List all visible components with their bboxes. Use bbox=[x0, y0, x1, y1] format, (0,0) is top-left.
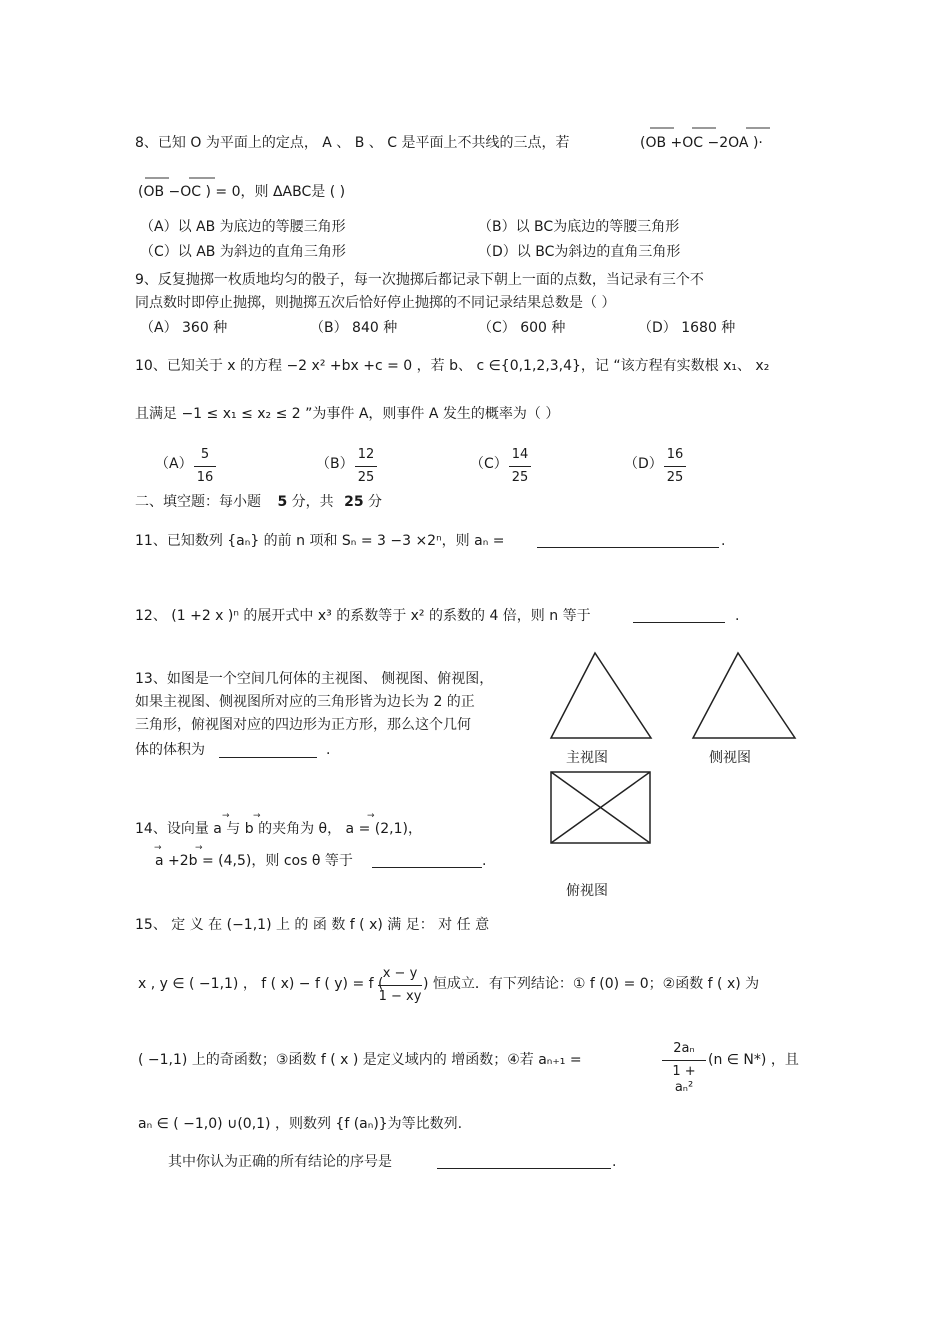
q10-option-c-denominator: 25 bbox=[511, 470, 529, 485]
fraction-bar bbox=[378, 985, 422, 986]
q8-vector-expression: (OB +OC −2OA )· bbox=[640, 135, 763, 151]
q10-line1: 10、已知关于 x 的方程 −2 x² +bx +c = 0 ，若 b、 c ∈{0,1,2,3,4}，记 “该方程有实数根 x₁、 x₂ bbox=[135, 358, 770, 374]
q15-line3-post: (n ∈ N*) ，且 bbox=[708, 1052, 799, 1068]
q9-line2: 同点数时即停止抛掷，则抛掷五次后恰好停止抛掷的不同记录结果总数是（ ） bbox=[135, 295, 616, 311]
q12-text: 12、 (1 +2 x )ⁿ 的展开式中 x³ 的系数等于 x² 的系数的 4 倍，则 n 等于 bbox=[135, 608, 591, 624]
q10-option-d-denominator: 25 bbox=[666, 470, 684, 485]
q14-line1: 14、设向量 a 与 b 的夹角为 θ， a = (2,1)， bbox=[135, 821, 422, 837]
q10-option-b-numerator: 12 bbox=[357, 447, 375, 462]
q15-fraction-1-denominator: 1 − xy bbox=[378, 989, 422, 1004]
q9-line1: 9、反复抛掷一枚质地均匀的骰子，每一次抛掷后都记录下朝上一面的点数，当记录有三个不 bbox=[135, 272, 704, 288]
q13-end: . bbox=[326, 742, 331, 758]
q13-line2: 如果主视图、侧视图所对应的三角形皆为边长为 2 的正 bbox=[135, 694, 475, 710]
q15-answer-blank[interactable] bbox=[437, 1168, 611, 1169]
fraction-bar bbox=[664, 466, 686, 467]
q9-option-b: （B） 840 种 bbox=[310, 320, 398, 336]
side-view-caption: 侧视图 bbox=[709, 750, 751, 766]
q15-end: . bbox=[612, 1154, 617, 1170]
q12-end: . bbox=[735, 608, 740, 624]
q15-line2-pre: x , y ∈ ( −1,1) ， f ( x) − f ( y) = f ( bbox=[138, 976, 384, 992]
q9-option-a: （A） 360 种 bbox=[140, 320, 228, 336]
q15-line3-pre: ( −1,1) 上的奇函数；③函数 f ( x ) 是定义域内的 增函数；④若 aₙ₊₁ = bbox=[138, 1052, 582, 1068]
q10-option-d-numerator: 16 bbox=[666, 447, 684, 462]
q10-option-c-numerator: 14 bbox=[511, 447, 529, 462]
q8-option-b: （B）以 BC为底边的等腰三角形 bbox=[478, 219, 680, 235]
q8-vector-arrows-2 bbox=[143, 172, 233, 182]
svg-text:→: → bbox=[253, 811, 261, 820]
q10-option-b-denominator: 25 bbox=[357, 470, 375, 485]
q14-vector-arrows-2 bbox=[152, 842, 212, 852]
q15-fraction-2-denominator: 1 + aₙ² bbox=[672, 1064, 696, 1095]
q14-end: . bbox=[482, 853, 487, 869]
q15-fraction-2 bbox=[662, 1041, 706, 1096]
q15-fraction-1-numerator: x − y bbox=[382, 966, 418, 981]
svg-text:→: → bbox=[222, 811, 230, 820]
svg-text:→: → bbox=[367, 811, 375, 820]
svg-text:→: → bbox=[195, 843, 203, 852]
q10-option-b-fraction bbox=[355, 447, 377, 486]
q10-option-d-fraction bbox=[664, 447, 686, 486]
q15-line5: 其中你认为正确的所有结论的序号是 bbox=[168, 1154, 392, 1170]
top-view-square bbox=[549, 770, 653, 846]
front-view-triangle bbox=[548, 650, 654, 742]
q8-vector-arrows bbox=[648, 122, 778, 132]
section-2-heading: 二、填空题：每小题 5 分，共 25 分 bbox=[135, 494, 383, 510]
side-view-triangle bbox=[690, 650, 798, 742]
q13-line3: 三角形，俯视图对应的四边形为正方形，那么这个几何 bbox=[135, 717, 471, 733]
q10-line2: 且满足 −1 ≤ x₁ ≤ x₂ ≤ 2 ”为事件 A，则事件 A 发生的概率为（ ） bbox=[135, 406, 560, 422]
q10-option-d-label: （D） bbox=[624, 456, 663, 472]
q14-vector-arrows bbox=[220, 810, 380, 820]
fraction-bar bbox=[194, 466, 216, 467]
q8-line2: (OB −OC ) = 0，则 ΔABC是 ( ) bbox=[138, 184, 346, 200]
q11-text: 11、已知数列 {aₙ} 的前 n 项和 Sₙ = 3 −3 ×2ⁿ，则 aₙ = bbox=[135, 533, 505, 549]
q13-answer-blank[interactable] bbox=[219, 757, 317, 758]
q8-option-c: （C）以 AB 为斜边的直角三角形 bbox=[140, 244, 346, 260]
q8-option-d: （D）以 BC为斜边的直角三角形 bbox=[478, 244, 681, 260]
front-view-caption: 主视图 bbox=[566, 750, 608, 766]
q10-option-b-label: （B） bbox=[316, 456, 354, 472]
q10-option-a-fraction bbox=[194, 447, 216, 486]
svg-text:→: → bbox=[154, 843, 162, 852]
q15-line1: 15、 定 义 在 (−1,1) 上 的 函 数 f ( x) 满 足： 对 任 意 bbox=[135, 917, 490, 933]
q11-answer-blank[interactable] bbox=[537, 547, 719, 548]
fraction-bar bbox=[355, 466, 377, 467]
q11-end: . bbox=[721, 533, 726, 549]
q8-line1: 8、已知 O 为平面上的定点， A 、 B 、 C 是平面上不共线的三点，若 bbox=[135, 135, 570, 151]
q15-fraction-1 bbox=[378, 966, 422, 1005]
fraction-bar bbox=[509, 466, 531, 467]
q10-option-a-label: （A） bbox=[155, 456, 193, 472]
q15-line2-post: ) 恒成立．有下列结论：① f (0) = 0；②函数 f ( x) 为 bbox=[423, 976, 760, 992]
fraction-bar bbox=[662, 1060, 706, 1061]
q14-line2: a +2b = (4,5)，则 cos θ 等于 bbox=[155, 853, 353, 869]
q10-option-c-label: （C） bbox=[470, 456, 508, 472]
q10-option-a-numerator: 5 bbox=[200, 447, 210, 462]
q13-line4: 体的体积为 bbox=[135, 742, 205, 758]
q15-line4: aₙ ∈ ( −1,0) ∪(0,1) ，则数列 {f (aₙ)}为等比数列. bbox=[138, 1116, 463, 1132]
q9-option-d: （D） 1680 种 bbox=[638, 320, 736, 336]
top-view-caption: 俯视图 bbox=[566, 883, 608, 899]
q9-option-c: （C） 600 种 bbox=[478, 320, 566, 336]
q15-fraction-2-numerator: 2aₙ bbox=[673, 1041, 695, 1056]
q12-answer-blank[interactable] bbox=[633, 622, 725, 623]
q8-option-a: （A）以 AB 为底边的等腰三角形 bbox=[140, 219, 346, 235]
q13-line1: 13、如图是一个空间几何体的主视图、 侧视图、俯视图， bbox=[135, 671, 494, 687]
q10-option-a-denominator: 16 bbox=[196, 470, 214, 485]
q10-option-c-fraction bbox=[509, 447, 531, 486]
q14-answer-blank[interactable] bbox=[372, 867, 482, 868]
